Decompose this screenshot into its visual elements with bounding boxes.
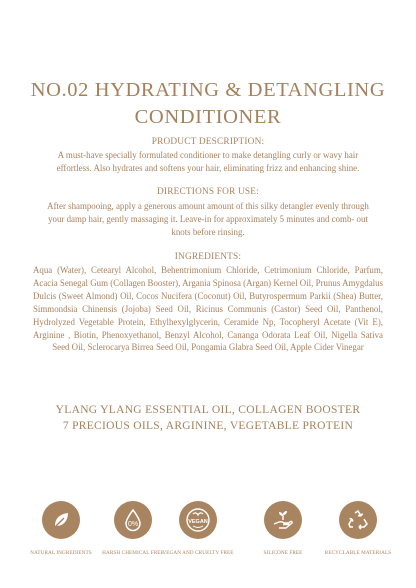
description-text: A must-have specially formulated conditioner to make detangling curly or wavy hair effortless. Also hydrates and softens your hair, eliminating frizz and enhancing shine. bbox=[56, 150, 360, 173]
title-line-2: CONDITIONER bbox=[134, 106, 282, 128]
badge-label: SILICONE FREE bbox=[263, 550, 303, 556]
ingredients-text: Aqua (Water), Cetearyl Alcohol, Behentrimonium Chloride, Cetrimonium Chloride, Parfum, Acacia Senegal Gum (Collagen Booster), Argania Spinosa (Argan) Kernel Oil, Prunus Amygdalus Dulcis (Sweet Almond) Oil, Cocos Nucifera (Coconut) Oil, Butyrospermum Parkii (Shea) Butter, Simmondsia Chinensis (Jojoba) Seed Oil, Ricinus Communis (Castor) Seed Oil, Panthenol, Hydrolyzed Vegetable Protein, Ethylhexylglycerin, Ceramide Np, Tocopheryl Acetate (Vit E), Arginine , Biotin, Phenoxyethanol, Benzyl Alcohol, Cananga Odorata Leaf Oil, Nigella Sativa Seed Oil, Sclerocarya Birrea Seed Oil, Pongamia Glabra Seed Oil, Apple Cider Vinegar bbox=[33, 265, 383, 353]
page-title bbox=[0, 77, 416, 131]
title-line-1: NO.02 HYDRATING & DETANGLING bbox=[30, 79, 386, 101]
badge-natural-ingredients bbox=[21, 501, 101, 557]
zero-percent-drop-icon bbox=[114, 501, 152, 539]
recycle-icon bbox=[339, 501, 377, 539]
svg-text:0%: 0% bbox=[127, 521, 139, 528]
hand-sprout-icon bbox=[264, 501, 302, 539]
ingredients-heading: INGREDIENTS: bbox=[174, 252, 242, 262]
directions-text: After shampooing, apply a generous amount amount of this silky detangler evenly through your damp hair, gently massaging it. Leave-in for approximately 5 minutes and comb- out knots before rinsing. bbox=[47, 201, 369, 237]
highlights-line-1: YLANG YLANG ESSENTIAL OIL, COLLAGEN BOOSTER bbox=[55, 404, 361, 416]
badge-recyclable-materials bbox=[318, 501, 398, 557]
badge-label: NATURAL INGREDIENTS bbox=[30, 550, 92, 556]
badge-silicone-free bbox=[243, 501, 323, 557]
highlights-line-2: 7 PRECIOUS OILS, ARGININE, VEGETABLE PROTEIN bbox=[62, 420, 354, 432]
svg-text:VEGAN: VEGAN bbox=[188, 519, 208, 525]
badge-vegan-cruelty-free bbox=[158, 501, 238, 557]
badge-label: HARSH CHEMICAL FREE bbox=[102, 550, 164, 556]
description-heading: PRODUCT DESCRIPTION: bbox=[151, 137, 265, 147]
badge-label: VEGAN AND CRUELTY FREE bbox=[162, 550, 234, 556]
directions-heading: DIRECTIONS FOR USE: bbox=[157, 187, 259, 197]
vegan-stamp-icon bbox=[179, 501, 217, 539]
leaf-icon bbox=[42, 501, 80, 539]
badge-label: RECYCLABLE MATERIALS bbox=[324, 550, 392, 556]
